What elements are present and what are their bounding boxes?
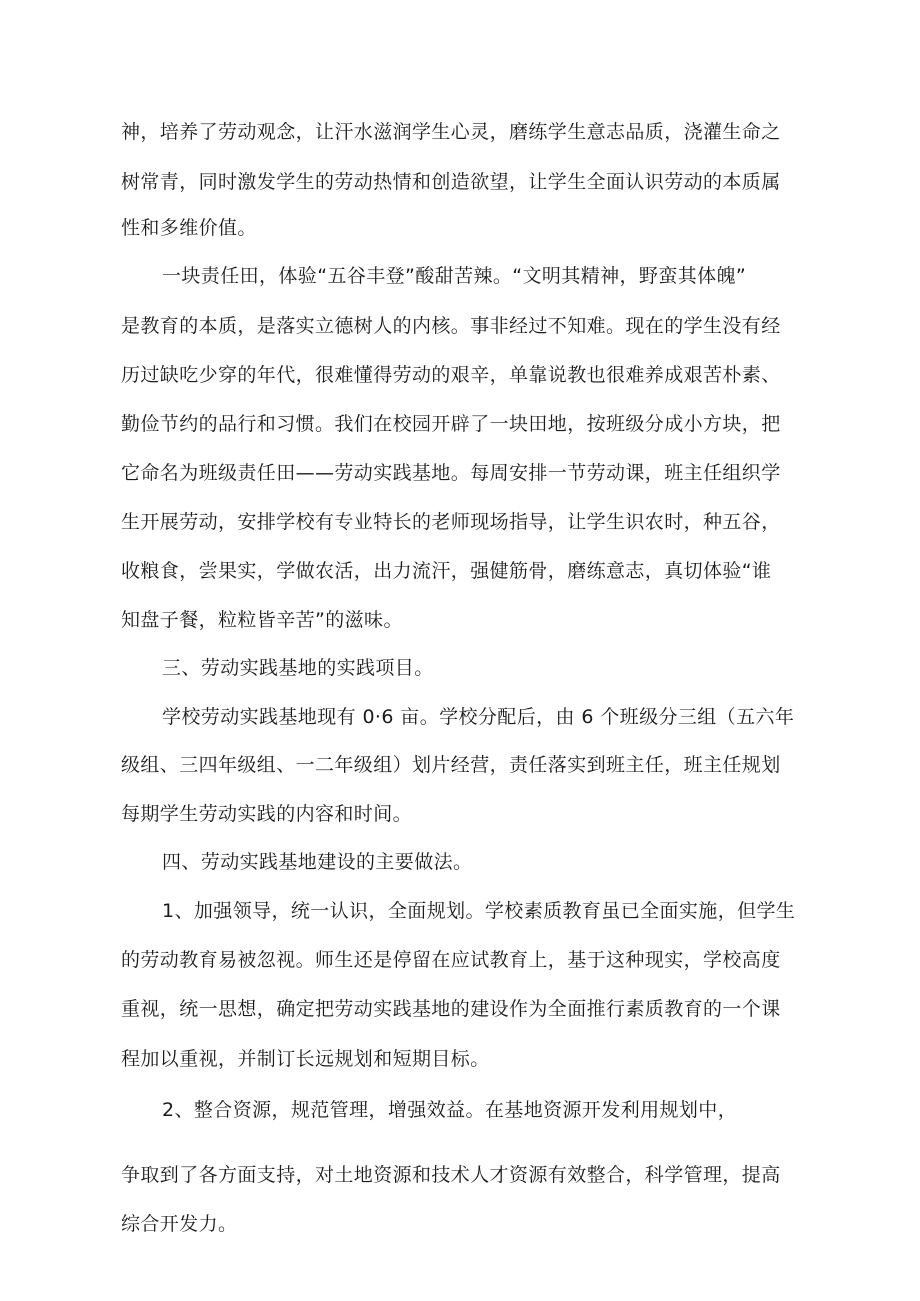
section-heading: 四、劳动实践基地建设的主要做法。	[162, 851, 473, 873]
text-line: 它命名为班级责任田——劳动实践基地。每周安排一节劳动课，班主任组织学	[121, 462, 781, 484]
text-line: 综合开发力。	[121, 1213, 238, 1235]
text-line: 性和多维价值。	[121, 217, 257, 239]
paragraph-start-line: 一块责任田，体验“五谷丰登”酸甜苦辣。“文明其精神，野蛮其体魄”	[162, 265, 747, 287]
text-line: 程加以重视，并制订长远规划和短期目标。	[121, 1048, 490, 1070]
text-line: 神，培养了劳动观念，让汗水滋润学生心灵，磨练学生意志品质，浇灌生命之	[121, 121, 781, 143]
text-line: 历过缺吃少穿的年代，很难懂得劳动的艰辛，单靠说教也很难养成艰苦朴素、	[121, 364, 781, 386]
text-line: 的劳动教育易被忽视。师生还是停留在应试教育上，基于这种现实，学校高度	[121, 949, 781, 971]
paragraph-start-line: 2、整合资源，规范管理，增强效益。在基地资源开发利用规划中，	[162, 1099, 738, 1121]
text-line: 生开展劳动，安排学校有专业特长的老师现场指导，让学生识农时，种五谷，	[121, 511, 781, 533]
text-line: 争取到了各方面支持，对土地资源和技术人才资源有效整合，科学管理，提高	[121, 1164, 781, 1186]
text-line: 级组、三四年级组、一二年级组）划片经营，责任落实到班主任，班主任规划	[121, 754, 781, 776]
text-line: 勤俭节约的品行和习惯。我们在校园开辟了一块田地，按班级分成小方块，把	[121, 413, 781, 435]
text-line: 是教育的本质，是落实立德树人的内核。事非经过不知难。现在的学生没有经	[121, 315, 781, 337]
text-line: 重视，统一思想，确定把劳动实践基地的建设作为全面推行素质教育的一个课	[121, 998, 781, 1020]
section-heading: 三、劳动实践基地的实践项目。	[162, 657, 434, 679]
paragraph-start-line: 1、加强领导，统一认识，全面规划。学校素质教育虽已全面实施，但学生	[162, 900, 796, 922]
text-line: 知盘子餐，粒粒皆辛苦”的滋味。	[121, 609, 403, 631]
paragraph-start-line: 学校劳动实践基地现有 0·6 亩。学校分配后，由 6 个班级分三组（五六年	[162, 706, 795, 728]
text-line: 收粮食，尝果实，学做农活，出力流汗，强健筋骨，磨练意志，真切体验“谁	[121, 560, 772, 582]
text-line: 树常青，同时激发学生的劳动热情和创造欲望，让学生全面认识劳动的本质属	[121, 171, 781, 193]
text-line: 每期学生劳动实践的内容和时间。	[121, 803, 413, 825]
